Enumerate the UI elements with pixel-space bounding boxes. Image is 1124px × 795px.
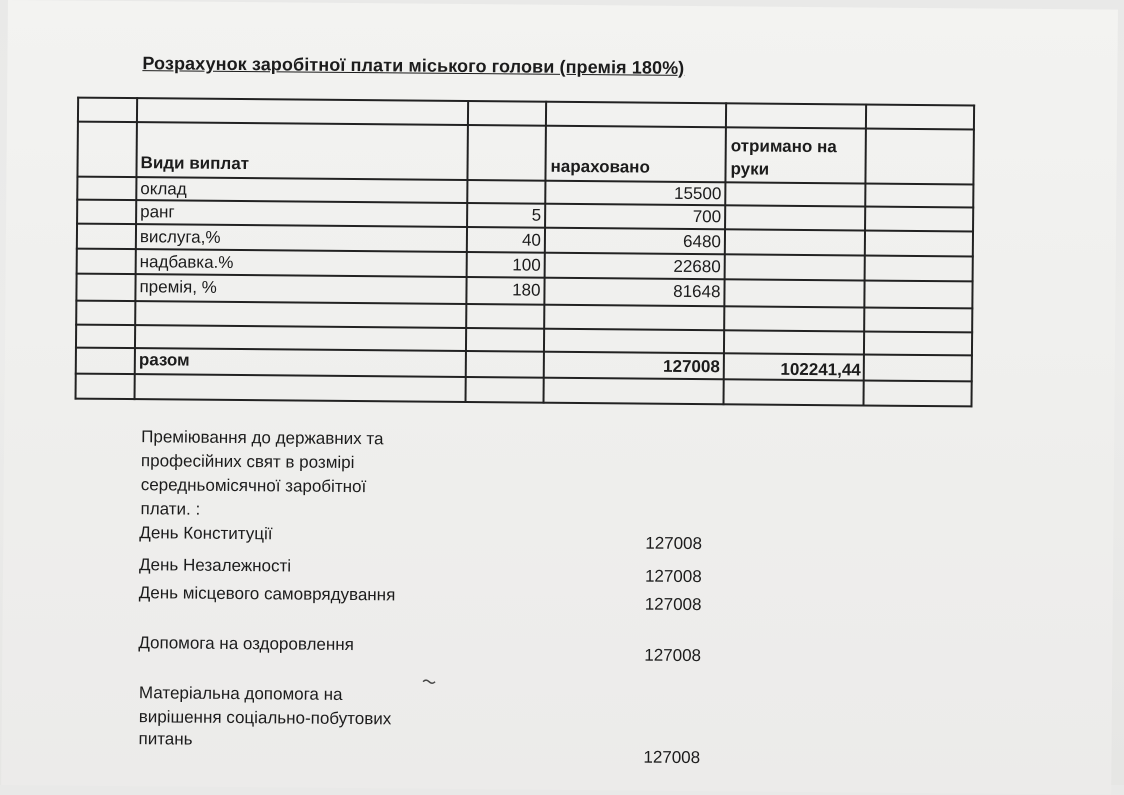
material-aid-line3: питань <box>138 729 193 749</box>
material-aid-line1: Матеріальна допомога на <box>138 683 343 704</box>
holiday-label: День Незалежності <box>138 555 292 576</box>
header-payment-types: Види виплат <box>140 153 250 174</box>
ink-smudge <box>422 678 436 686</box>
bonus-intro-line1: Преміювання до державних та <box>141 427 384 449</box>
bonus-intro-line4: плати. : <box>140 499 201 519</box>
total-received: 102241,44 <box>780 359 861 380</box>
row-accrued: 22680 <box>673 256 721 277</box>
row-accrued: 6480 <box>683 231 722 252</box>
bonus-intro-line2: професійних свят в розмірі <box>140 451 355 473</box>
holiday-value: 127008 <box>644 594 702 615</box>
row-label: вислуга,% <box>139 227 221 247</box>
row-accrued: 15500 <box>673 183 722 204</box>
health-aid-value: 127008 <box>644 645 702 666</box>
row-pct: 40 <box>521 230 542 250</box>
row-label: оклад <box>140 179 187 199</box>
health-aid-label: Допомога на оздоровлення <box>138 633 354 655</box>
row-accrued: 700 <box>692 206 722 227</box>
row-accrued: 81648 <box>673 281 721 302</box>
holiday-label: День місцевого самоврядування <box>138 583 396 605</box>
bonus-intro-line3: середньомісячної заробітної <box>140 475 367 497</box>
row-pct: 5 <box>531 205 542 225</box>
total-label: разом <box>138 350 190 370</box>
material-aid-line2: вирішення соціально-побутових <box>138 707 392 729</box>
row-pct: 100 <box>512 255 541 275</box>
row-label: премія, % <box>139 277 217 297</box>
holiday-value: 127008 <box>644 566 702 587</box>
row-pct: 180 <box>512 280 541 300</box>
material-aid-value: 127008 <box>643 747 701 768</box>
document-title: Розрахунок заробітної плати міського голови (премія 180%) <box>142 53 685 78</box>
document-page <box>1 0 1118 795</box>
row-label: надбавка.% <box>139 252 234 272</box>
total-accrued: 127008 <box>663 356 720 377</box>
holiday-label: День Конституції <box>139 523 273 544</box>
holiday-value: 127008 <box>645 533 703 554</box>
header-received-line2: руки <box>730 159 770 179</box>
header-received-line1: отримано на <box>730 136 837 157</box>
row-label: ранг <box>140 202 175 222</box>
header-accrued: нараховано <box>550 156 650 177</box>
